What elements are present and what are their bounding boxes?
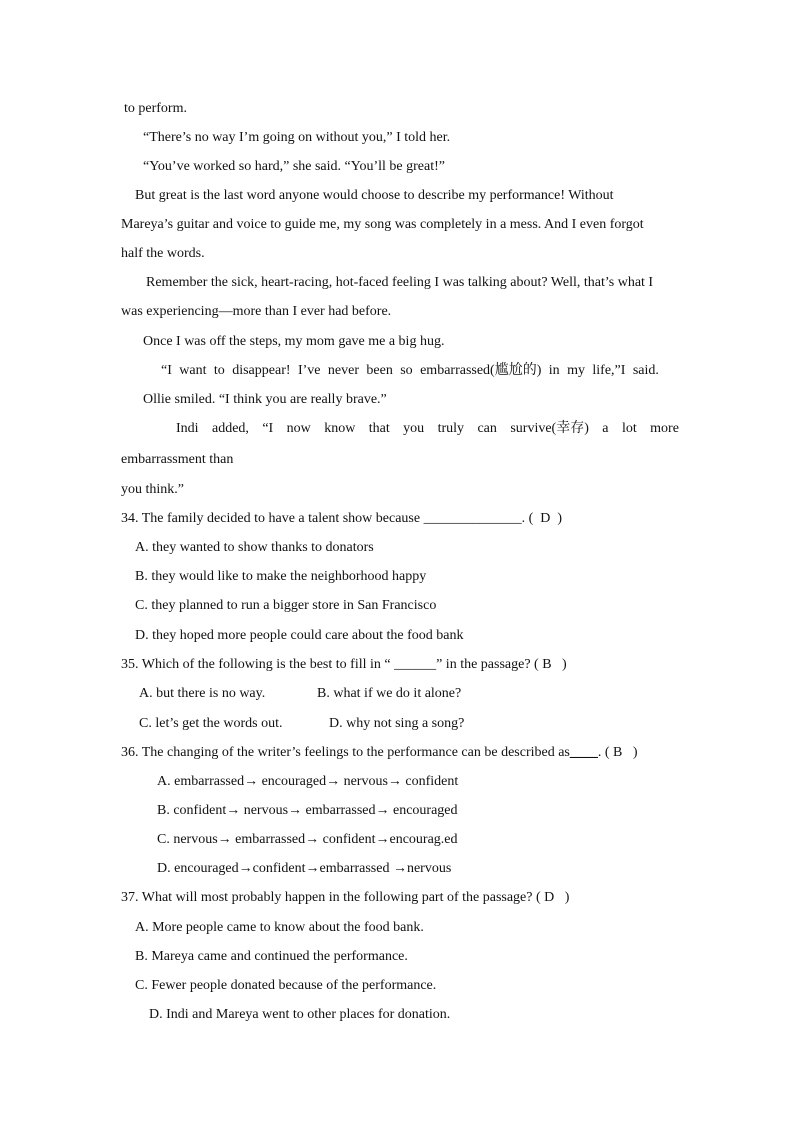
question-35-option-a: A. but there is no way. <box>139 686 266 701</box>
question-34-option-c: C. they planned to run a bigger store in San Francisco <box>135 598 437 613</box>
passage-line: Remember the sick, heart-racing, hot-faced feeling I was talking about? Well, that’s what I <box>146 275 654 290</box>
word: never <box>327 363 359 378</box>
question-35-option-b: B. what if we do it alone? <box>317 686 462 701</box>
passage-line: half the words. <box>121 246 205 261</box>
question-35-options-row-1 <box>139 685 539 703</box>
passage-line: you think.” <box>121 482 184 497</box>
word: survive(幸存) <box>510 421 589 436</box>
word: want <box>179 363 207 378</box>
word: embarrassed(尴尬的) <box>420 363 542 378</box>
question-34-option-a: A. they wanted to show thanks to donators <box>135 540 374 555</box>
question-35-option-d: D. why not sing a song? <box>329 716 465 731</box>
question-36-option-c: C. nervous→ embarrassed→ confident→encourag.ed <box>157 832 458 847</box>
question-35-options-row-2 <box>139 715 539 733</box>
word: truly <box>437 421 465 436</box>
word: so <box>400 363 413 378</box>
word: Indi <box>176 421 199 436</box>
question-37-stem: 37. What will most probably happen in the following part of the passage? ( D ) <box>121 890 570 905</box>
word: more <box>650 421 679 436</box>
passage-line: But great is the last word anyone would choose to describe my performance! Without <box>135 188 614 203</box>
question-37-option-a: A. More people came to know about the food bank. <box>135 920 424 935</box>
word: said. <box>632 363 659 378</box>
word: you <box>403 421 425 436</box>
word: to <box>213 363 225 378</box>
word: my <box>567 363 585 378</box>
question-36-option-d: D. encouraged→confident→embarrassed →nervous <box>157 861 452 876</box>
question-36-answer: . ( B ) <box>597 745 638 760</box>
passage-line: Mareya’s guitar and voice to guide me, my song was completely in a mess. And I even forgot <box>121 217 644 232</box>
question-34-option-d: D. they hoped more people could care about the food bank <box>135 628 464 643</box>
word: I’ve <box>297 363 321 378</box>
word: that <box>368 421 390 436</box>
passage-line: to perform. <box>124 101 187 116</box>
word: “I <box>262 421 274 436</box>
passage-line: Ollie smiled. “I think you are really brave.” <box>143 392 387 407</box>
question-37-option-c: C. Fewer people donated because of the performance. <box>135 978 437 993</box>
passage-line-justified <box>161 362 659 380</box>
question-36-option-a: A. embarrassed→ encouraged→ nervous→ confident <box>157 774 459 789</box>
word: disappear! <box>232 363 291 378</box>
word: can <box>477 421 497 436</box>
question-36-stem-text: 36. The changing of the writer’s feelings to the performance can be described as <box>121 745 570 760</box>
question-37-option-b: B. Mareya came and continued the performance. <box>135 949 408 964</box>
question-36-blank: ____ <box>569 745 598 760</box>
passage-line-justified <box>176 420 679 438</box>
question-35-option-c: C. let’s get the words out. <box>139 716 283 731</box>
passage-line: “You’ve worked so hard,” she said. “You’ll be great!” <box>143 159 445 174</box>
word: “I <box>161 363 172 378</box>
passage-line: “There’s no way I’m going on without you,” I told her. <box>143 130 451 145</box>
question-35-stem: 35. Which of the following is the best to fill in “ ______” in the passage? ( B ) <box>121 657 567 672</box>
word: a <box>602 421 609 436</box>
question-34-option-b: B. they would like to make the neighborhood happy <box>135 569 427 584</box>
word: added, <box>211 421 249 436</box>
word: in <box>548 363 560 378</box>
question-36-stem <box>121 744 638 762</box>
passage-line: Once I was off the steps, my mom gave me a big hug. <box>143 334 445 349</box>
word: now <box>286 421 311 436</box>
word: lot <box>621 421 637 436</box>
word: know <box>324 421 356 436</box>
question-36-option-b: B. confident→ nervous→ embarrassed→ encouraged <box>157 803 458 818</box>
question-34-stem: 34. The family decided to have a talent show because ______________. ( D ) <box>121 511 563 526</box>
passage-line: embarrassment than <box>121 452 234 467</box>
question-37-option-d: D. Indi and Mareya went to other places for donation. <box>149 1007 451 1022</box>
word: been <box>366 363 393 378</box>
passage-line: was experiencing—more than I ever had before. <box>121 304 392 319</box>
word: life,”I <box>592 363 626 378</box>
